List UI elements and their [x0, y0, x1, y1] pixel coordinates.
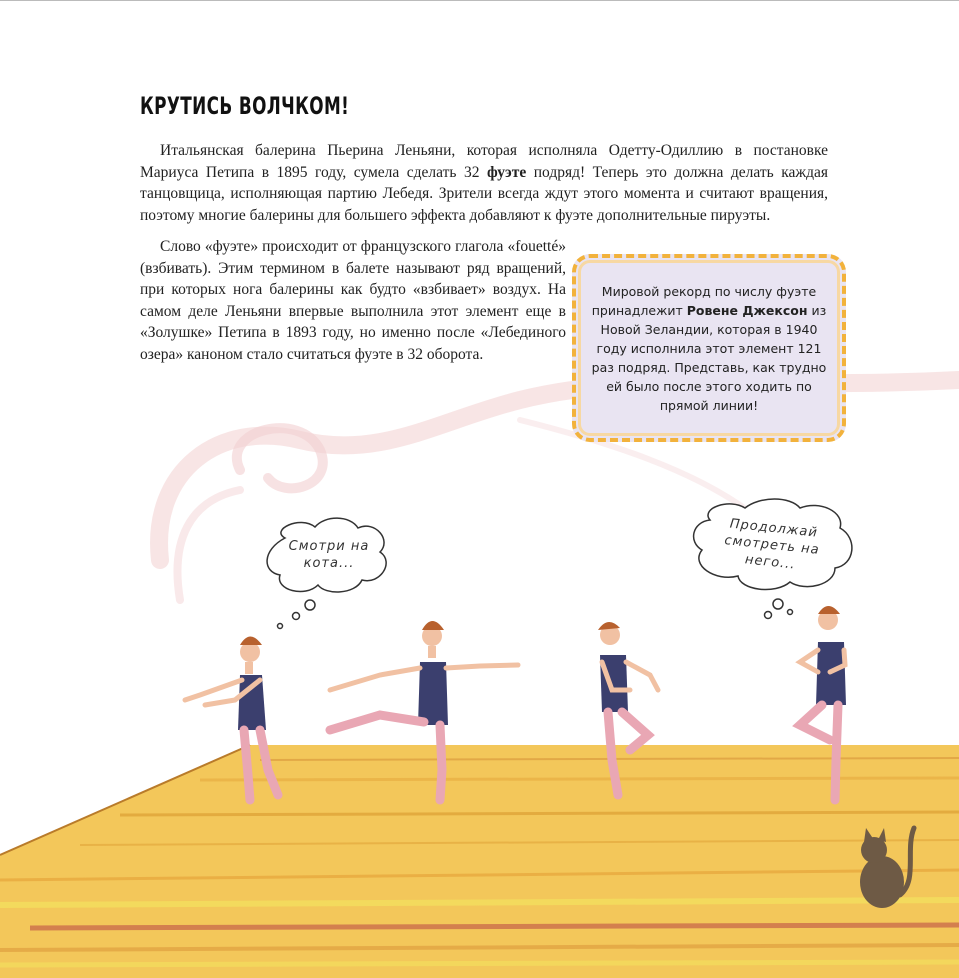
thought-bubble-left [267, 518, 386, 628]
bubble-right-text: Продолжай смотреть на него... [723, 516, 821, 573]
record-holder-name: Ровене Джексон [686, 302, 808, 318]
record-text-2: из Новой Зеландии, которая в 1940 году исполнила этот элемент 121 раз подряд. Представь, как трудно ей было после этого ходить по прямой линии! [591, 302, 827, 413]
page-title: КРУТИСЬ ВОЛЧКОМ! [140, 92, 350, 120]
intro-paragraph [140, 140, 828, 226]
fouette-paragraph: Слово «фуэте» происходит от французского глагола «fouetté» (взбивать). Этим термином в балете называют ряд вращений, при которых нога балерины как будто «взбивает» воздух. На самом деле Леньяни впервые выполнила этот элемент еще в «Золушке» Петипа в 1893 году, но именно после «Лебединого озера» каноном стало считаться фуэте в 32 оборота. [140, 238, 566, 363]
intro-text: Итальянская балерина Пьерина Леньяни, которая исполняла Одетту-Одиллию в постановке Мариуса Петипа в 1895 году, сумела сделать 32 [140, 142, 828, 181]
bubble-left-text: Смотри на кота... [288, 539, 370, 571]
intro-bold-term: фуэте [486, 163, 527, 181]
record-text [590, 282, 828, 415]
record-callout-box [572, 254, 846, 442]
record-text-1: Мировой рекорд по числу фуэте принадлежит [591, 283, 817, 318]
wooden-floor [0, 745, 959, 978]
intro-text-2: подряд! Теперь это должна делать каждая танцовщица, исполняющая партию Лебедя. Зрители всегда ждут этого момента и считают вращения, поэтому многие балерины для большего эффекта добавляют к фуэте дополнительные пируэты. [140, 163, 829, 224]
